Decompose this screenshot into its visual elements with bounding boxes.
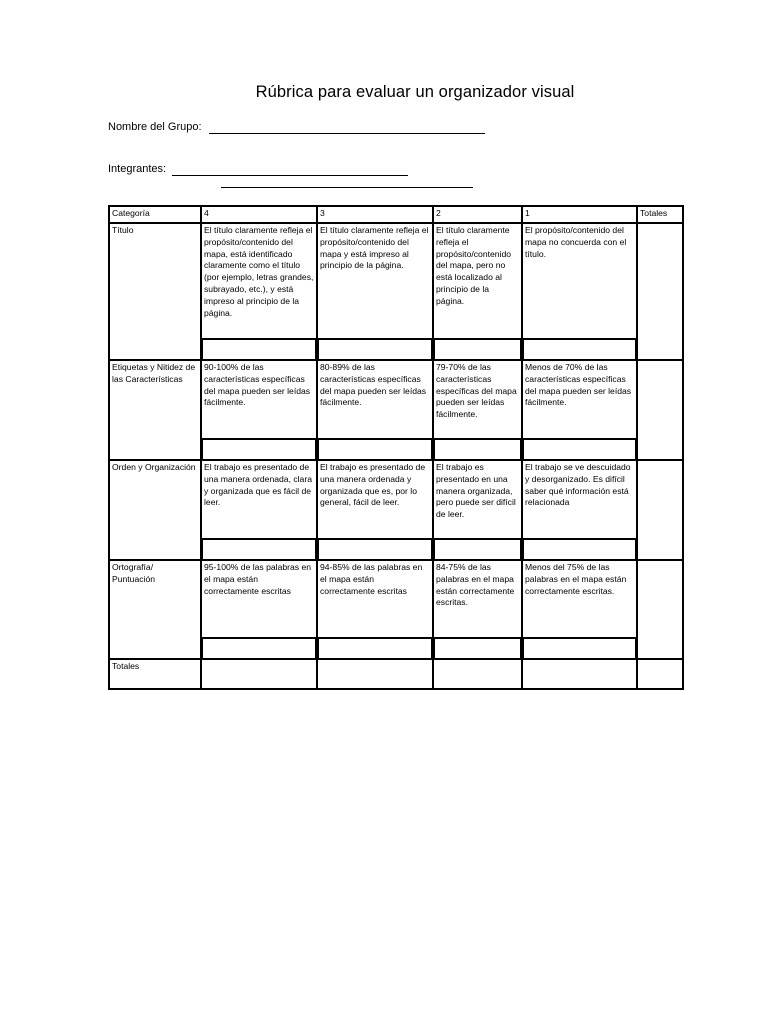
criterion-text: 80-89% de las características específicas del mapa pueden ser leídas fácilmente. [320, 362, 427, 408]
criterion-text: El trabajo es presentado de una manera ordenada, clara y organizada que es fácil de leer. [204, 462, 312, 508]
criterion-text: 95-100% de las palabras en el mapa están correctamente escritas [204, 562, 312, 596]
row-category: Orden y Organización [109, 460, 201, 560]
total-score-cell[interactable] [317, 659, 433, 689]
row-total-cell[interactable] [637, 560, 683, 659]
criterion-cell [433, 223, 522, 360]
score-box[interactable] [522, 538, 637, 560]
members-field-line-2[interactable] [221, 187, 473, 188]
table-row [109, 360, 683, 460]
criterion-cell [433, 460, 522, 560]
criterion-cell [522, 460, 637, 560]
criterion-text: El trabajo se ve descuidado y desorganizado. Es difícil saber qué información está relacionada [525, 462, 631, 508]
totals-label: Totales [109, 659, 201, 689]
score-box[interactable] [201, 438, 317, 460]
members-label: Integrantes: [108, 163, 167, 175]
criterion-cell [201, 460, 317, 560]
row-total-cell[interactable] [637, 223, 683, 360]
total-score-cell[interactable] [201, 659, 317, 689]
row-total-cell[interactable] [637, 360, 683, 460]
row-category: Etiquetas y Nitidez de las Características [109, 360, 201, 460]
score-box[interactable] [433, 338, 522, 360]
criterion-cell [317, 460, 433, 560]
score-box[interactable] [433, 538, 522, 560]
criterion-text: Menos de 70% de las características específicas del mapa pueden ser leídas fácilmente. [525, 362, 632, 408]
group-name-label: Nombre del Grupo: [108, 121, 202, 133]
score-box[interactable] [433, 438, 522, 460]
total-score-cell[interactable] [433, 659, 522, 689]
criterion-text: El trabajo es presentado en una manera organizada, pero puede ser difícil de leer. [436, 462, 516, 520]
criterion-cell [522, 560, 637, 659]
score-box[interactable] [201, 637, 317, 659]
criterion-text: 90-100% de las características específicas del mapa pueden ser leídas fácilmente. [204, 362, 311, 408]
row-total-cell[interactable] [637, 460, 683, 560]
table-row [109, 223, 683, 360]
criterion-text: El título claramente refleja el propósito/contenido del mapa, pero no está localizado al principio de la página. [436, 225, 512, 306]
criterion-text: El trabajo es presentado de una manera ordenada y organizada que es, por lo general, fácil de leer. [320, 462, 426, 508]
criterion-text: 79-70% de las características específicas del mapa pueden ser leídas fácilmente. [436, 362, 517, 420]
header-score-1: 1 [522, 206, 637, 223]
criterion-cell [317, 223, 433, 360]
criterion-cell [201, 360, 317, 460]
score-box[interactable] [201, 338, 317, 360]
criterion-cell [201, 560, 317, 659]
score-box[interactable] [317, 538, 433, 560]
criterion-text: El título claramente refleja el propósito/contenido del mapa y está impreso al principio de la página. [320, 225, 429, 271]
criterion-cell [433, 560, 522, 659]
criterion-text: 94-85% de las palabras en el mapa están correctamente escritas [320, 562, 423, 596]
criterion-text: El título claramente refleja el propósito/contenido del mapa, está identificado claramente como el título (por ejemplo, letras grandes, subrayado, etc.), y está impreso al principio de la página. [204, 225, 314, 318]
criterion-text: El propósito/contenido del mapa no concuerda con el título. [525, 225, 627, 259]
rubric-table [108, 205, 684, 690]
criterion-cell [522, 223, 637, 360]
table-header-row [109, 206, 683, 223]
header-category: Categoría [109, 206, 201, 223]
table-row [109, 460, 683, 560]
score-box[interactable] [317, 637, 433, 659]
score-box[interactable] [201, 538, 317, 560]
criterion-cell [522, 360, 637, 460]
score-box[interactable] [317, 438, 433, 460]
score-box[interactable] [522, 637, 637, 659]
score-box[interactable] [317, 338, 433, 360]
total-score-cell[interactable] [522, 659, 637, 689]
criterion-cell [317, 360, 433, 460]
criterion-text: 84-75% de las palabras en el mapa están correctamente escritas. [436, 562, 515, 608]
criterion-cell [201, 223, 317, 360]
group-name-field[interactable] [209, 133, 485, 134]
row-category: Ortografía/ Puntuación [109, 560, 201, 659]
header-score-4: 4 [201, 206, 317, 223]
header-score-3: 3 [317, 206, 433, 223]
criterion-text: Menos del 75% de las palabras en el mapa están correctamente escritas. [525, 562, 627, 596]
row-category: Título [109, 223, 201, 360]
score-box[interactable] [522, 338, 637, 360]
header-totals: Totales [637, 206, 683, 223]
grand-total-cell[interactable] [637, 659, 683, 689]
score-box[interactable] [522, 438, 637, 460]
header-score-2: 2 [433, 206, 522, 223]
totals-row [109, 659, 683, 689]
page-title: Rúbrica para evaluar un organizador visual [255, 83, 575, 101]
table-row [109, 560, 683, 659]
members-field-line-1[interactable] [172, 175, 408, 176]
criterion-cell [433, 360, 522, 460]
criterion-cell [317, 560, 433, 659]
score-box[interactable] [433, 637, 522, 659]
